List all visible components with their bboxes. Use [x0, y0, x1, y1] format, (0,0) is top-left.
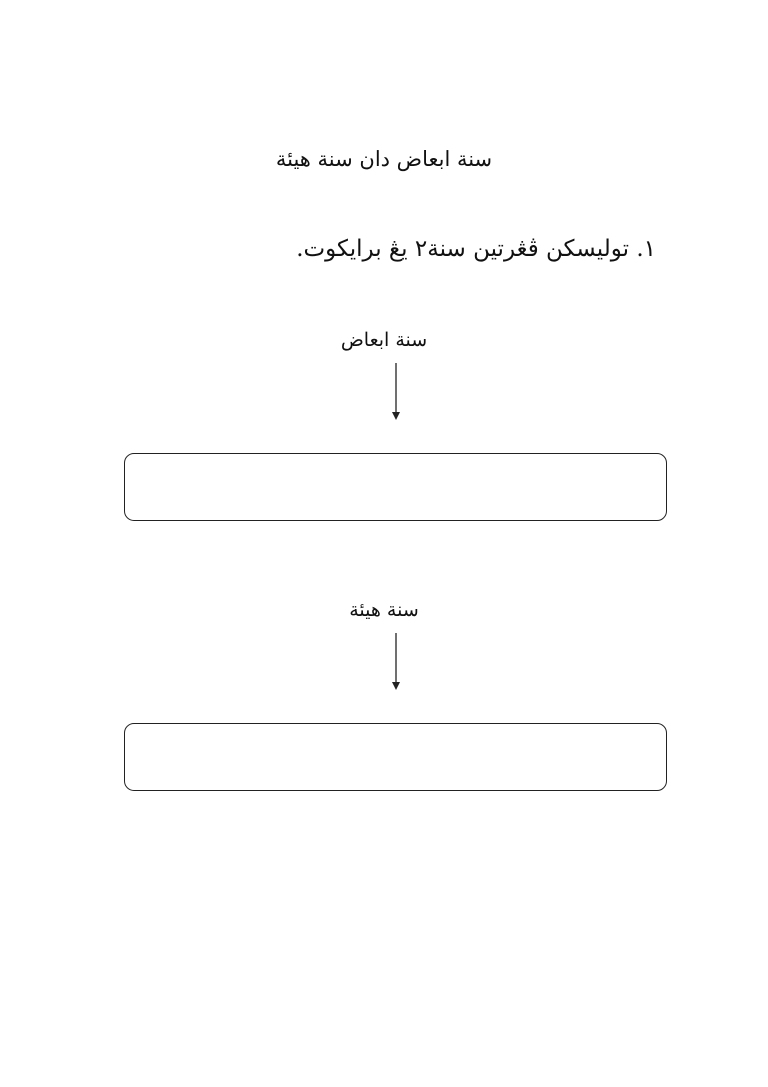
down-arrow-icon [390, 633, 402, 691]
section-label-sunat-haiah: سنة هيئة [349, 599, 419, 621]
answer-box-sunat-haiah[interactable] [124, 723, 667, 791]
down-arrow-icon [390, 363, 402, 421]
page-title: سنة ابعاض دان سنة هيئة [275, 147, 493, 171]
answer-box-sunat-abaadh[interactable] [124, 453, 667, 521]
section-label-sunat-abaadh: سنة ابعاض [340, 329, 428, 351]
question-instruction: ١. توليسكن ڤڠرتين سنة٢ يڠ برايكوت. [296, 236, 656, 262]
